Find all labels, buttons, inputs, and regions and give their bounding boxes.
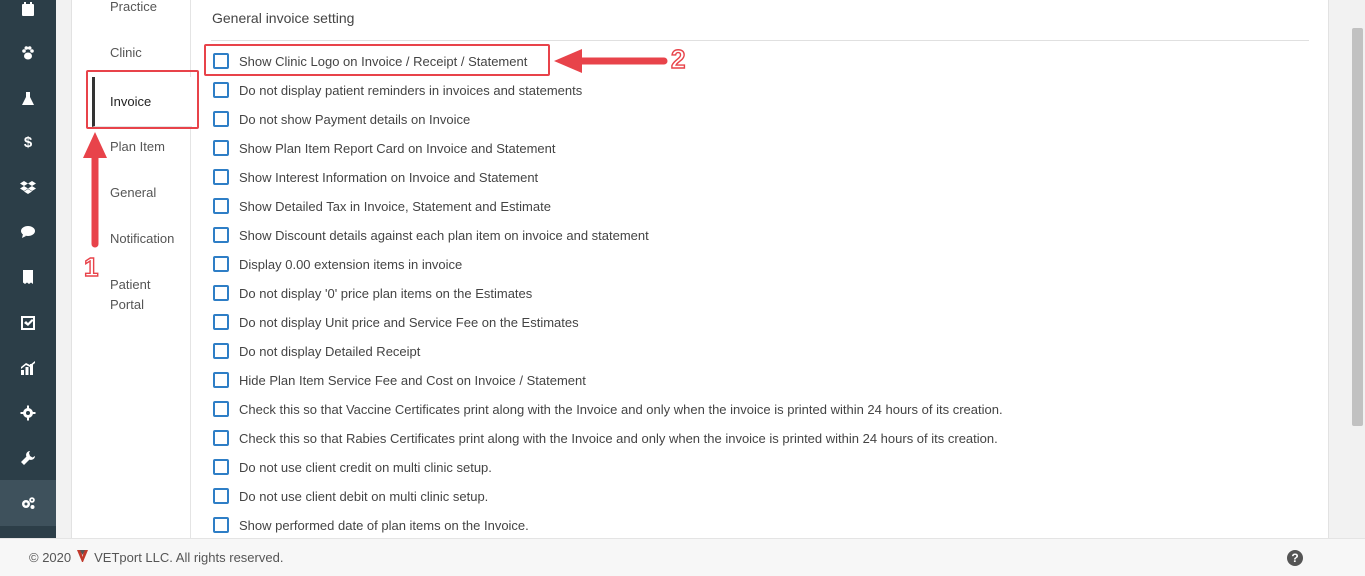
subnav-item-label: Invoice (110, 93, 152, 109)
calendar-icon[interactable] (0, 0, 56, 32)
option-checkbox[interactable] (213, 140, 229, 156)
annotation-number-2: 2 (671, 44, 686, 74)
invoice-option-row[interactable] (213, 109, 470, 129)
option-checkbox[interactable] (213, 314, 229, 330)
footer (0, 538, 1365, 576)
invoice-option-row[interactable] (213, 370, 586, 390)
invoice-option-row[interactable] (213, 196, 551, 216)
option-checkbox[interactable] (213, 488, 229, 504)
invoice-option-row[interactable] (213, 80, 582, 100)
option-checkbox[interactable] (213, 401, 229, 417)
dollar-glyph: $ (23, 133, 33, 151)
chart-icon[interactable] (0, 345, 56, 391)
option-label: Do not display Detailed Receipt (239, 343, 421, 359)
option-checkbox[interactable] (213, 285, 229, 301)
option-checkbox[interactable] (213, 111, 229, 127)
invoice-option-row[interactable] (213, 283, 532, 303)
option-label: Do not display '0' price plan items on the Estimates (239, 285, 533, 301)
option-checkbox[interactable] (213, 227, 229, 243)
invoice-option-row[interactable] (213, 515, 529, 535)
option-label: Check this so that Rabies Certificates print along with the Invoice and only when the invoice is printed within 24 hours of its creation. (239, 430, 998, 446)
subnav-item-clinic[interactable]: Clinic (110, 45, 142, 60)
receipt-icon[interactable] (0, 254, 56, 300)
subnav-item-patient-portal[interactable] (110, 275, 150, 315)
option-checkbox[interactable] (213, 82, 229, 98)
option-checkbox[interactable] (213, 169, 229, 185)
option-label: Show Discount details against each plan item on invoice and statement (239, 227, 649, 243)
dropbox-icon[interactable] (0, 164, 56, 210)
invoice-option-row[interactable] (213, 399, 1003, 419)
option-label: Do not show Payment details on Invoice (239, 111, 471, 127)
invoice-option-row[interactable] (213, 225, 649, 245)
footer-copyright (29, 550, 283, 565)
invoice-option-row[interactable] (213, 312, 579, 332)
invoice-option-row[interactable] (213, 457, 492, 477)
annotation-highlight-invoice (86, 70, 199, 129)
option-checkbox[interactable] (213, 430, 229, 446)
company-text: VETport LLC. All rights reserved. (94, 550, 284, 565)
annotation-arrow-left (552, 46, 672, 76)
option-label: Show Clinic Logo on Invoice / Receipt / Statement (239, 53, 528, 69)
copyright-year: © 2020 (29, 550, 72, 565)
wrench-icon[interactable] (0, 435, 56, 481)
cogs-icon[interactable] (0, 480, 56, 526)
subnav-item-general[interactable]: General (110, 185, 157, 200)
invoice-option-row[interactable] (213, 167, 538, 187)
annotation-number-1: 1 (84, 252, 99, 282)
option-checkbox[interactable] (213, 343, 229, 359)
subnav-item-label-line2: Portal (110, 297, 144, 312)
help-icon[interactable]: ? (1287, 550, 1303, 566)
option-checkbox[interactable] (213, 372, 229, 388)
invoice-option-row[interactable] (213, 428, 998, 448)
settings-panel (71, 0, 1329, 538)
invoice-option-row[interactable] (213, 138, 556, 158)
vetport-logo-icon (77, 550, 88, 565)
invoice-option-row[interactable] (213, 486, 488, 506)
option-label: Do not display patient reminders in invoices and statements (239, 82, 583, 98)
option-checkbox[interactable] (213, 256, 229, 272)
subnav-item-plan-item[interactable]: Plan Item (110, 139, 165, 154)
option-label: Do not display Unit price and Service Fee on the Estimates (239, 314, 579, 330)
option-label: Show Detailed Tax in Invoice, Statement and Estimate (239, 198, 551, 214)
vertical-scrollbar[interactable] (1350, 0, 1365, 538)
subnav-item-label-line1: Patient (110, 277, 151, 292)
invoice-option-row[interactable] (213, 254, 462, 274)
divider (211, 40, 1309, 41)
subnav-item-notification[interactable]: Notification (110, 231, 175, 246)
option-label: Display 0.00 extension items in invoice (239, 256, 463, 272)
annotation-arrow-up (80, 130, 110, 250)
flask-icon[interactable] (0, 76, 56, 122)
section-title: General invoice setting (212, 10, 355, 26)
annotation-highlight-clinic-logo (204, 44, 550, 76)
paw-icon[interactable] (0, 30, 56, 76)
option-checkbox[interactable] (213, 198, 229, 214)
invoice-option-row[interactable] (213, 341, 420, 361)
checkbox-icon[interactable] (0, 300, 56, 346)
left-nav-rail (0, 0, 56, 538)
option-label: Show Plan Item Report Card on Invoice and Statement (239, 140, 556, 156)
dollar-icon[interactable] (0, 119, 56, 165)
option-label: Check this so that Vaccine Certificates print along with the Invoice and only when the invoice is printed within 24 hours of its creation. (239, 401, 1003, 417)
option-label: Do not use client debit on multi clinic setup. (239, 488, 489, 504)
gear-icon[interactable] (0, 390, 56, 436)
subnav-item-practice[interactable]: Practice (110, 0, 157, 14)
scrollbar-thumb[interactable] (1352, 28, 1363, 426)
option-label: Do not use client credit on multi clinic setup. (239, 459, 492, 475)
option-label: Show performed date of plan items on the Invoice. (239, 517, 529, 533)
option-checkbox[interactable] (213, 517, 229, 533)
option-checkbox[interactable] (213, 459, 229, 475)
chat-icon[interactable] (0, 209, 56, 255)
option-label: Hide Plan Item Service Fee and Cost on Invoice / Statement (239, 372, 586, 388)
option-label: Show Interest Information on Invoice and Statement (239, 169, 539, 185)
